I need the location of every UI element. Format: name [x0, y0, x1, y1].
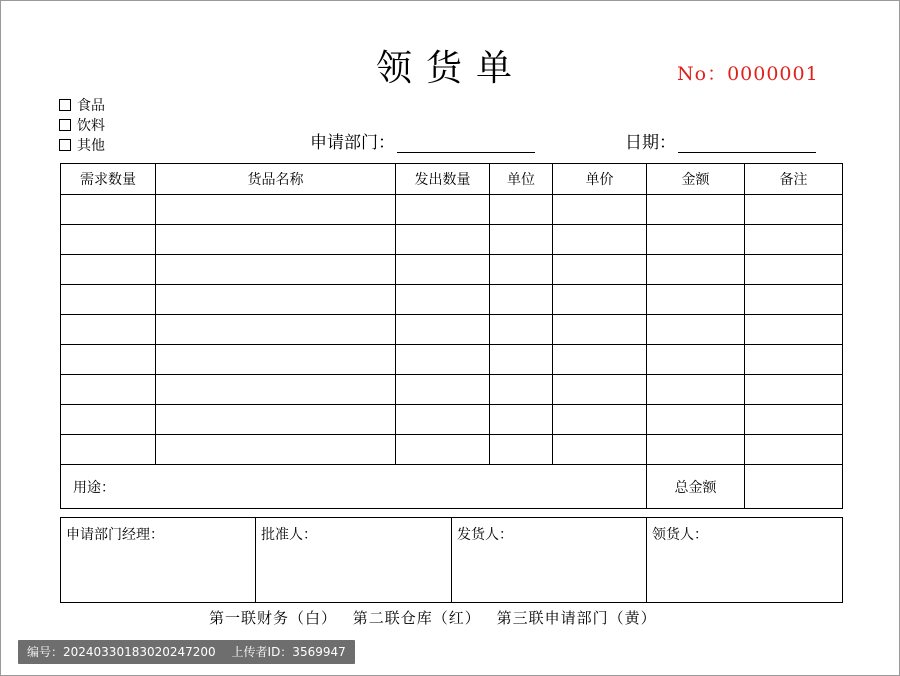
table-cell[interactable] [61, 345, 156, 375]
signature-table [60, 517, 843, 603]
table-cell[interactable] [61, 375, 156, 405]
total-amount-label: 总金额 [647, 465, 745, 509]
meta-strip [18, 640, 355, 664]
signature-row [61, 518, 843, 603]
item-rows [61, 195, 843, 465]
copy-distribution [209, 607, 667, 628]
table-cell[interactable] [745, 435, 843, 465]
purpose-cell[interactable] [61, 465, 647, 509]
table-row [61, 195, 843, 225]
table-cell[interactable] [553, 345, 647, 375]
table-cell[interactable] [553, 255, 647, 285]
category-checkbox-food[interactable] [59, 95, 105, 115]
table-row [61, 375, 843, 405]
department-label: 申请部门： [310, 133, 395, 153]
table-cell[interactable] [745, 405, 843, 435]
date-field [625, 128, 816, 153]
table-cell[interactable] [61, 255, 156, 285]
table-cell[interactable] [490, 255, 553, 285]
table-cell[interactable] [61, 195, 156, 225]
department-field [310, 128, 535, 153]
checkbox-icon [59, 139, 71, 151]
purpose-label: 用途： [73, 479, 115, 496]
table-cell[interactable] [61, 435, 156, 465]
category-checkbox-beverage[interactable] [59, 115, 105, 135]
copy-department: 第三联申请部门（黄） [496, 609, 657, 627]
table-cell[interactable] [647, 345, 745, 375]
table-row [61, 345, 843, 375]
table-cell[interactable] [396, 315, 490, 345]
header-item-name: 货品名称 [156, 164, 396, 195]
signature-receiver[interactable]: 领货人： [647, 518, 843, 603]
category-label: 饮料 [77, 118, 105, 134]
table-cell[interactable] [490, 435, 553, 465]
copy-finance: 第一联财务（白） [209, 609, 338, 627]
table-cell[interactable] [745, 345, 843, 375]
category-label: 食品 [77, 98, 105, 114]
table-cell[interactable] [61, 315, 156, 345]
table-cell[interactable] [745, 195, 843, 225]
table-cell[interactable] [396, 285, 490, 315]
table-cell[interactable] [156, 195, 396, 225]
table-cell[interactable] [553, 225, 647, 255]
header-issued-qty: 发出数量 [396, 164, 490, 195]
table-cell[interactable] [156, 225, 396, 255]
purpose-row [61, 465, 843, 509]
date-label: 日期： [625, 133, 676, 153]
table-cell[interactable] [156, 375, 396, 405]
table-cell[interactable] [490, 195, 553, 225]
category-checkbox-other[interactable] [59, 135, 105, 155]
table-cell[interactable] [745, 225, 843, 255]
total-amount-cell[interactable] [745, 465, 843, 509]
department-input-line[interactable] [397, 134, 535, 153]
table-cell[interactable] [396, 435, 490, 465]
table-row [61, 285, 843, 315]
copy-warehouse: 第二联仓库（红） [352, 609, 481, 627]
table-cell[interactable] [647, 195, 745, 225]
table-cell[interactable] [396, 405, 490, 435]
table-cell[interactable] [61, 405, 156, 435]
image-id-text: 编号：20240330183020247200 [27, 645, 216, 659]
table-row [61, 405, 843, 435]
table-cell[interactable] [396, 345, 490, 375]
table-cell[interactable] [61, 285, 156, 315]
table-cell[interactable] [156, 345, 396, 375]
signature-dept-manager[interactable]: 申请部门经理： [61, 518, 256, 603]
header-remarks: 备注 [745, 164, 843, 195]
table-cell[interactable] [553, 375, 647, 405]
table-cell[interactable] [61, 225, 156, 255]
table-cell[interactable] [156, 435, 396, 465]
table-cell[interactable] [490, 225, 553, 255]
table-cell[interactable] [647, 435, 745, 465]
uploader-id-text: 上传者ID：3569947 [231, 645, 346, 659]
header-requested-qty: 需求数量 [61, 164, 156, 195]
table-row [61, 225, 843, 255]
table-cell[interactable] [490, 375, 553, 405]
table-cell[interactable] [647, 375, 745, 405]
table-cell[interactable] [156, 315, 396, 345]
category-label: 其他 [77, 138, 105, 154]
items-table [60, 163, 843, 509]
table-header-row [61, 164, 843, 195]
table-row [61, 315, 843, 345]
table-cell[interactable] [745, 255, 843, 285]
table-row [61, 255, 843, 285]
table-cell[interactable] [396, 375, 490, 405]
table-cell[interactable] [490, 405, 553, 435]
table-row [61, 435, 843, 465]
table-cell[interactable] [156, 285, 396, 315]
table-cell[interactable] [647, 405, 745, 435]
category-checkboxes [59, 95, 105, 155]
date-input-line[interactable] [678, 134, 816, 153]
serial-number: No：0000001 [677, 63, 819, 85]
table-cell[interactable] [647, 225, 745, 255]
table-cell[interactable] [490, 315, 553, 345]
header-unit: 单位 [490, 164, 553, 195]
table-cell[interactable] [156, 405, 396, 435]
table-cell[interactable] [745, 375, 843, 405]
table-cell[interactable] [745, 285, 843, 315]
header-amount: 金额 [647, 164, 745, 195]
table-cell[interactable] [647, 255, 745, 285]
header-unit-price: 单价 [553, 164, 647, 195]
table-cell[interactable] [553, 315, 647, 345]
table-cell[interactable] [490, 345, 553, 375]
table-cell[interactable] [647, 285, 745, 315]
table-cell[interactable] [553, 285, 647, 315]
table-cell[interactable] [396, 255, 490, 285]
table-cell[interactable] [156, 255, 396, 285]
table-cell[interactable] [647, 315, 745, 345]
table-cell[interactable] [553, 435, 647, 465]
table-cell[interactable] [745, 315, 843, 345]
table-cell[interactable] [490, 285, 553, 315]
signature-approver[interactable]: 批准人： [256, 518, 452, 603]
table-cell[interactable] [553, 405, 647, 435]
table-cell[interactable] [396, 195, 490, 225]
signature-issuer[interactable]: 发货人： [452, 518, 647, 603]
table-cell[interactable] [396, 225, 490, 255]
table-cell[interactable] [553, 195, 647, 225]
checkbox-icon [59, 119, 71, 131]
form-title: 领货单 [375, 48, 526, 89]
checkbox-icon [59, 99, 71, 111]
